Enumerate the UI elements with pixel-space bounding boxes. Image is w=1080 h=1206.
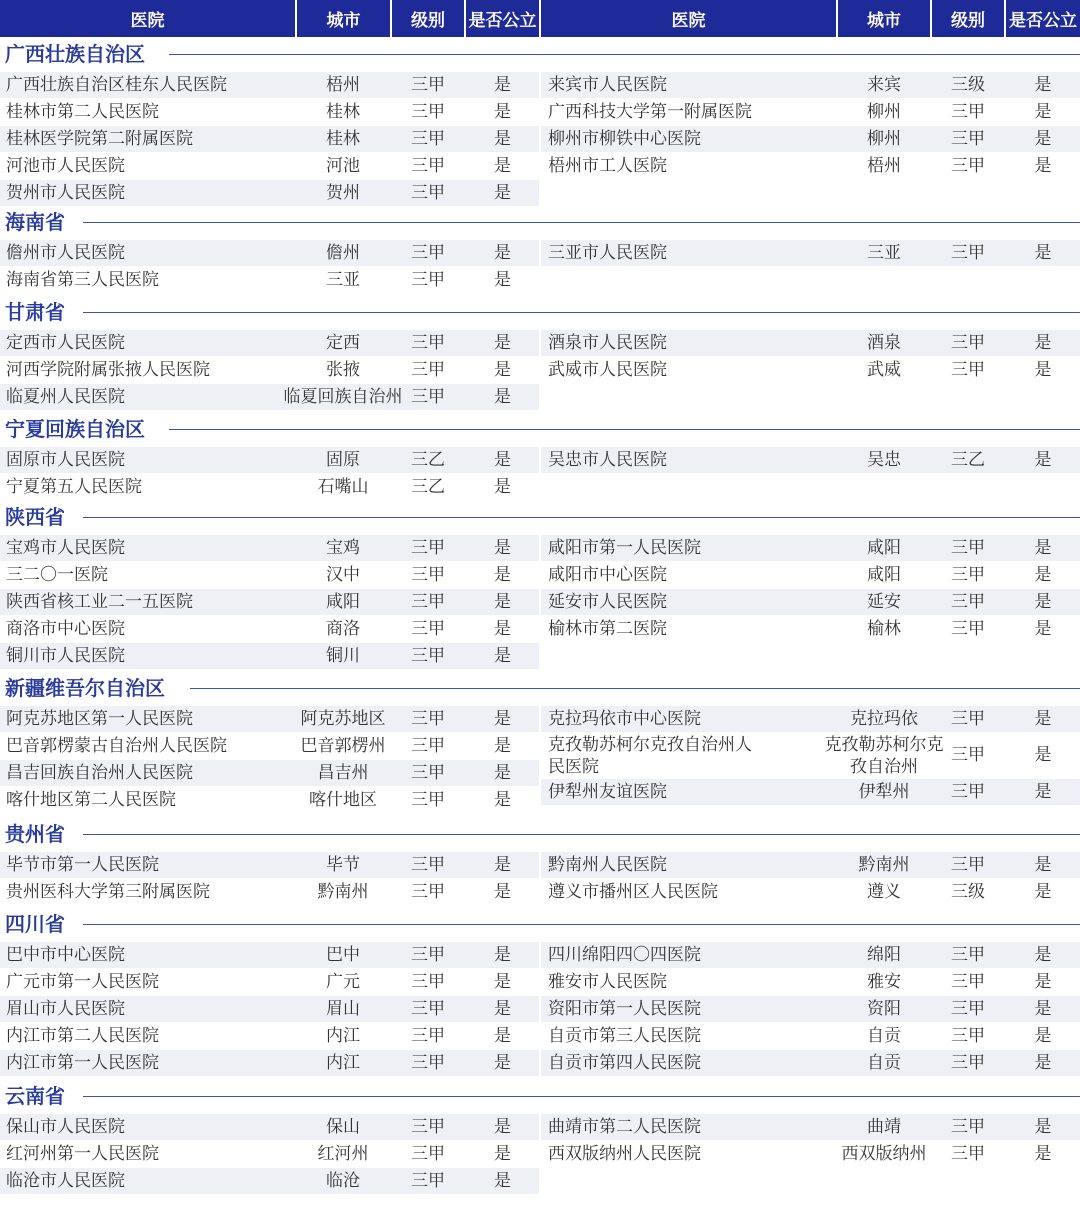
city: 来宾: [867, 75, 901, 95]
level: 三甲: [411, 75, 445, 95]
level: 三甲: [411, 1117, 445, 1137]
section-title: 贵州省: [5, 822, 65, 846]
level: 三甲: [411, 646, 445, 666]
hospital-name: 内江市第一人民医院: [6, 1053, 159, 1073]
hospital-name: 酒泉市人民医院: [548, 333, 667, 353]
hospital-name: 儋州市人民医院: [6, 243, 125, 263]
hospital-name: 自贡市第三人民医院: [548, 1026, 701, 1046]
level: 三甲: [951, 619, 985, 639]
city: 曲靖: [867, 1117, 901, 1137]
city: 资阳: [867, 999, 901, 1019]
level: 三甲: [411, 972, 445, 992]
is-public: 是: [494, 1053, 511, 1073]
city: 柳州: [867, 129, 901, 149]
city: 梧州: [326, 75, 360, 95]
hospital-name: 遵义市播州区人民医院: [548, 882, 718, 902]
is-public: 是: [1034, 999, 1052, 1019]
hospital-name: 巴中市中心医院: [6, 945, 125, 965]
hospital-name: 红河州第一人民医院: [6, 1144, 159, 1164]
column-header: 级别: [932, 0, 1004, 37]
section-divider: [83, 312, 1080, 313]
level: 三甲: [951, 855, 985, 875]
hospital-name: 内江市第二人民医院: [6, 1026, 159, 1046]
level: 三甲: [411, 360, 445, 380]
city: 铜川: [326, 646, 360, 666]
section-divider: [83, 222, 1080, 223]
city: 酒泉: [867, 333, 901, 353]
is-public: 是: [494, 129, 511, 149]
city: 榆林: [867, 619, 901, 639]
level: 三乙: [411, 477, 445, 497]
level: 三甲: [411, 999, 445, 1019]
is-public: 是: [494, 102, 511, 122]
is-public: 是: [494, 1026, 511, 1046]
city: 昌吉州: [317, 763, 369, 783]
section-title: 甘肃省: [5, 300, 65, 324]
level: 三甲: [951, 565, 985, 585]
level: 三甲: [951, 972, 985, 992]
is-public: 是: [1034, 565, 1052, 585]
city: 柳州: [867, 102, 901, 122]
level: 三甲: [411, 709, 445, 729]
hospital-name: 巴音郭楞蒙古自治州人民医院: [6, 736, 227, 756]
is-public: 是: [494, 646, 511, 666]
is-public: 是: [1034, 450, 1052, 470]
is-public: 是: [494, 882, 511, 902]
level: 三甲: [411, 387, 445, 407]
is-public: 是: [1034, 945, 1052, 965]
level: 三甲: [951, 156, 985, 176]
is-public: 是: [1034, 156, 1052, 176]
is-public: 是: [494, 763, 511, 783]
hospital-name: 伊犁州友谊医院: [548, 782, 667, 802]
column-header: 是否公立: [466, 0, 539, 37]
level: 三甲: [951, 592, 985, 612]
column-header: 城市: [297, 0, 390, 37]
is-public: 是: [494, 477, 511, 497]
is-public: 是: [1034, 1053, 1052, 1073]
level: 三甲: [411, 945, 445, 965]
hospital-name: 资阳市第一人民医院: [548, 999, 701, 1019]
level: 三甲: [411, 102, 445, 122]
is-public: 是: [1034, 855, 1052, 875]
level: 三甲: [951, 1053, 985, 1073]
level: 三甲: [951, 333, 985, 353]
city: 张掖: [326, 360, 360, 380]
hospital-name: 河池市人民医院: [6, 156, 125, 176]
city: 遵义: [867, 882, 901, 902]
city: 桂林: [326, 129, 360, 149]
level: 三甲: [951, 709, 985, 729]
is-public: 是: [494, 1144, 511, 1164]
city: 巴音郭楞州: [300, 736, 386, 756]
level: 三级: [951, 882, 985, 902]
level: 三甲: [951, 102, 985, 122]
is-public: 是: [1034, 538, 1052, 558]
city: 贺州: [326, 183, 360, 203]
is-public: 是: [494, 156, 511, 176]
hospital-name: 定西市人民医院: [6, 333, 125, 353]
hospital-name: 西双版纳州人民医院: [548, 1144, 701, 1164]
hospital-name: 眉山市人民医院: [6, 999, 125, 1019]
hospital-name: 自贡市第四人民医院: [548, 1053, 701, 1073]
level: 三甲: [951, 945, 985, 965]
is-public: 是: [494, 360, 511, 380]
section-title: 宁夏回族自治区: [5, 417, 145, 441]
city: 西双版纳州: [841, 1144, 927, 1164]
is-public: 是: [1034, 709, 1052, 729]
level: 三甲: [411, 565, 445, 585]
city: 商洛: [326, 619, 360, 639]
section-divider: [190, 688, 1080, 689]
hospital-name: 临沧市人民医院: [6, 1171, 125, 1191]
is-public: 是: [494, 387, 511, 407]
level: 三甲: [951, 129, 985, 149]
city: 咸阳: [867, 538, 901, 558]
column-header: 医院: [541, 0, 836, 37]
hospital-name: 陕西省核工业二一五医院: [6, 592, 193, 612]
is-public: 是: [1034, 619, 1052, 639]
is-public: 是: [494, 855, 511, 875]
city: 延安: [867, 592, 901, 612]
is-public: 是: [1034, 745, 1052, 765]
is-public: 是: [494, 243, 511, 263]
city: 克拉玛依: [850, 709, 918, 729]
hospital-name: 柳州市柳铁中心医院: [548, 129, 701, 149]
column-header: 医院: [0, 0, 295, 37]
is-public: 是: [494, 333, 511, 353]
section-divider: [83, 517, 1080, 518]
city: 喀什地区: [309, 790, 377, 810]
hospital-name: 阿克苏地区第一人民医院: [6, 709, 193, 729]
hospital-name: 广西壮族自治区桂东人民医院: [6, 75, 227, 95]
section-divider: [169, 54, 1080, 55]
level: 三甲: [951, 1117, 985, 1137]
city: 桂林: [326, 102, 360, 122]
level: 三甲: [411, 1144, 445, 1164]
hospital-name: 昌吉回族自治州人民医院: [6, 763, 193, 783]
city: 雅安: [867, 972, 901, 992]
level: 三甲: [951, 243, 985, 263]
city: 内江: [326, 1053, 360, 1073]
city: 眉山: [326, 999, 360, 1019]
city: 临沧: [326, 1171, 360, 1191]
is-public: 是: [1034, 1026, 1052, 1046]
city: 内江: [326, 1026, 360, 1046]
hospital-name: 黔南州人民医院: [548, 855, 667, 875]
level: 三甲: [411, 1171, 445, 1191]
hospital-name: 宝鸡市人民医院: [6, 538, 125, 558]
level: 三甲: [411, 1053, 445, 1073]
hospital-name: 临夏州人民医院: [6, 387, 125, 407]
is-public: 是: [1034, 75, 1052, 95]
hospital-name: 来宾市人民医院: [548, 75, 667, 95]
city: 咸阳: [326, 592, 360, 612]
city: 巴中: [326, 945, 360, 965]
is-public: 是: [494, 619, 511, 639]
level: 三甲: [951, 1144, 985, 1164]
city: 阿克苏地区: [300, 709, 386, 729]
city: 绵阳: [867, 945, 901, 965]
section-divider: [83, 1096, 1080, 1097]
hospital-name: 商洛市中心医院: [6, 619, 125, 639]
city: 保山: [326, 1117, 360, 1137]
level: 三甲: [411, 333, 445, 353]
level: 三甲: [411, 538, 445, 558]
city: 梧州: [867, 156, 901, 176]
city: 毕节: [326, 855, 360, 875]
section-divider: [83, 924, 1080, 925]
level: 三甲: [951, 538, 985, 558]
hospital-name: 河西学院附属张掖人民医院: [6, 360, 210, 380]
level: 三甲: [411, 855, 445, 875]
hospital-name: 吴忠市人民医院: [548, 450, 667, 470]
is-public: 是: [1034, 243, 1052, 263]
is-public: 是: [494, 945, 511, 965]
is-public: 是: [1034, 882, 1052, 902]
city: 河池: [326, 156, 360, 176]
city: 红河州: [317, 1144, 369, 1164]
city: 黔南州: [858, 855, 910, 875]
level: 三甲: [951, 782, 985, 802]
hospital-name: 喀什地区第二人民医院: [6, 790, 176, 810]
is-public: 是: [494, 736, 511, 756]
hospital-name: 毕节市第一人民医院: [6, 855, 159, 875]
city: 石嘴山: [317, 477, 369, 497]
city: 汉中: [326, 565, 360, 585]
city: 宝鸡: [326, 538, 360, 558]
hospital-name: 梧州市工人医院: [548, 156, 667, 176]
section-title: 海南省: [5, 210, 65, 234]
hospital-name: 铜川市人民医院: [6, 646, 125, 666]
is-public: 是: [494, 450, 511, 470]
is-public: 是: [494, 1171, 511, 1191]
is-public: 是: [494, 183, 511, 203]
city: 武威: [867, 360, 901, 380]
level: 三甲: [951, 745, 985, 765]
is-public: 是: [494, 565, 511, 585]
is-public: 是: [1034, 782, 1052, 802]
hospital-name: 贵州医科大学第三附属医院: [6, 882, 210, 902]
hospital-name: 海南省第三人民医院: [6, 270, 159, 290]
is-public: 是: [1034, 333, 1052, 353]
is-public: 是: [1034, 1117, 1052, 1137]
hospital-name: 保山市人民医院: [6, 1117, 125, 1137]
hospital-name: 曲靖市第二人民医院: [548, 1117, 701, 1137]
section-divider: [83, 834, 1080, 835]
is-public: 是: [494, 1117, 511, 1137]
hospital-name: 四川绵阳四〇四医院: [548, 945, 701, 965]
city: 三亚: [867, 243, 901, 263]
hospital-name: 固原市人民医院: [6, 450, 125, 470]
is-public: 是: [494, 709, 511, 729]
hospital-name: 克拉玛依市中心医院: [548, 709, 701, 729]
level: 三甲: [411, 1026, 445, 1046]
city: 儋州: [326, 243, 360, 263]
column-header: 城市: [838, 0, 930, 37]
level: 三乙: [411, 450, 445, 470]
city: 自贡: [867, 1053, 901, 1073]
city: 克孜勒苏柯尔克孜自治州: [824, 735, 944, 777]
is-public: 是: [494, 999, 511, 1019]
is-public: 是: [494, 790, 511, 810]
section-title: 四川省: [5, 912, 65, 936]
is-public: 是: [1034, 360, 1052, 380]
hospital-name: 雅安市人民医院: [548, 972, 667, 992]
city: 吴忠: [867, 450, 901, 470]
level: 三甲: [411, 183, 445, 203]
level: 三甲: [411, 763, 445, 783]
hospital-name: 延安市人民医院: [548, 592, 667, 612]
section-title: 广西壮族自治区: [5, 42, 145, 66]
hospital-name: 桂林医学院第二附属医院: [6, 129, 193, 149]
city: 定西: [326, 333, 360, 353]
is-public: 是: [494, 270, 511, 290]
section-divider: [169, 429, 1080, 430]
is-public: 是: [1034, 972, 1052, 992]
level: 三甲: [411, 156, 445, 176]
is-public: 是: [494, 538, 511, 558]
city: 三亚: [326, 270, 360, 290]
column-header: 级别: [392, 0, 464, 37]
section-title: 云南省: [5, 1084, 65, 1108]
hospital-name: 武威市人民医院: [548, 360, 667, 380]
level: 三甲: [951, 1026, 985, 1046]
hospital-name: 咸阳市中心医院: [548, 565, 667, 585]
hospital-name: 桂林市第二人民医院: [6, 102, 159, 122]
city: 咸阳: [867, 565, 901, 585]
level: 三甲: [411, 790, 445, 810]
level: 三甲: [411, 243, 445, 263]
is-public: 是: [494, 75, 511, 95]
hospital-name: 咸阳市第一人民医院: [548, 538, 701, 558]
level: 三甲: [411, 619, 445, 639]
section-title: 陕西省: [5, 505, 65, 529]
is-public: 是: [1034, 102, 1052, 122]
hospital-name: 三二〇一医院: [6, 565, 108, 585]
hospital-name: 广西科技大学第一附属医院: [548, 102, 752, 122]
hospital-name: 广元市第一人民医院: [6, 972, 159, 992]
hospital-name: 克孜勒苏柯尔克孜自治州人民医院: [548, 735, 752, 777]
hospital-name: 三亚市人民医院: [548, 243, 667, 263]
hospital-name: 榆林市第二医院: [548, 619, 667, 639]
level: 三甲: [411, 882, 445, 902]
city: 伊犁州: [858, 782, 910, 802]
level: 三甲: [951, 999, 985, 1019]
section-title: 新疆维吾尔自治区: [5, 676, 165, 700]
city: 黔南州: [317, 882, 369, 902]
city: 临夏回族自治州: [283, 387, 403, 407]
is-public: 是: [494, 592, 511, 612]
is-public: 是: [1034, 1144, 1052, 1164]
hospital-name: 贺州市人民医院: [6, 183, 125, 203]
is-public: 是: [494, 972, 511, 992]
column-header: 是否公立: [1006, 0, 1080, 37]
hospital-name: 宁夏第五人民医院: [6, 477, 142, 497]
level: 三级: [951, 75, 985, 95]
level: 三甲: [411, 270, 445, 290]
city: 固原: [326, 450, 360, 470]
is-public: 是: [1034, 592, 1052, 612]
level: 三甲: [411, 592, 445, 612]
city: 自贡: [867, 1026, 901, 1046]
level: 三甲: [411, 736, 445, 756]
level: 三乙: [951, 450, 985, 470]
city: 广元: [326, 972, 360, 992]
level: 三甲: [411, 129, 445, 149]
is-public: 是: [1034, 129, 1052, 149]
level: 三甲: [951, 360, 985, 380]
